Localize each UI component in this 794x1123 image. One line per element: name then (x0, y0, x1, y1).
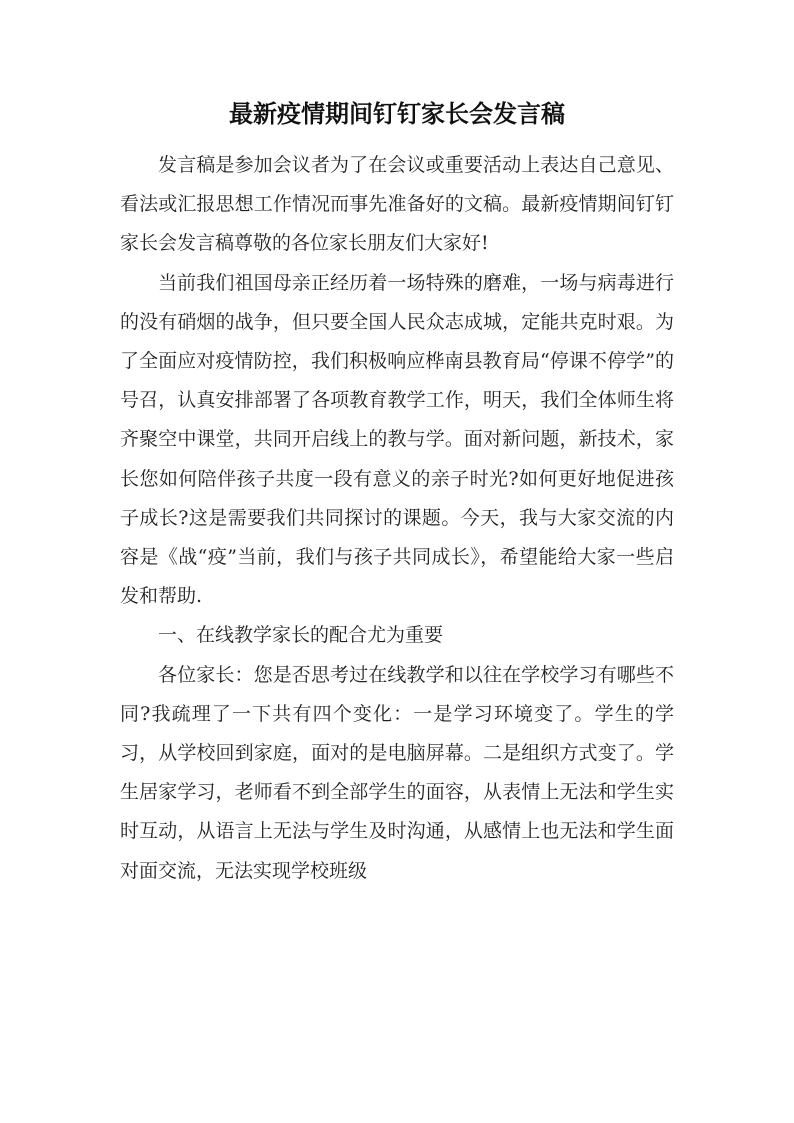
paragraph-situation: 当前我们祖国母亲正经历着一场特殊的磨难，一场与病毒进行的没有硝烟的战争，但只要全国人民众志成城，定能共克时艰。为了全面应对疫情防控，我们积极响应桦南县教育局“停课不停学”的号召，认真安排部署了各项教育教学工作，明天，我们全体师生将齐聚空中课堂，共同开启线上的教与学。面对新问题，新技术，家长您如何陪伴孩子共度一段有意义的亲子时光?如何更好地促进孩子成长?这是需要我们共同探讨的课题。今天，我与大家交流的内容是《战“疫”当前，我们与孩子共同成长》，希望能给大家一些启发和帮助. (120, 271, 674, 608)
document-body (120, 146, 674, 891)
paragraph-changes: 各位家长：您是否思考过在线教学和以往在学校学习有哪些不同?我疏理了一下共有四个变化：一是学习环境变了。学生的学习，从学校回到家庭，面对的是电脑屏幕。二是组织方式变了。学生居家学习，老师看不到全部学生的面容，从表情上无法和学生实时互动，从语言上无法与学生及时沟通，从感情上也无法和学生面对面交流，无法实现学校班级 (120, 663, 674, 882)
paragraph-intro: 发言稿是参加会议者为了在会议或重要活动上表达自己意见、看法或汇报思想工作情况而事先准备好的文稿。最新疫情期间钉钉家长会发言稿尊敬的各位家长朋友们大家好! (120, 154, 674, 255)
section-heading-1: 一、在线教学家长的配合尤为重要 (158, 624, 444, 647)
page-title: 最新疫情期间钉钉家长会发言稿 (229, 100, 565, 128)
